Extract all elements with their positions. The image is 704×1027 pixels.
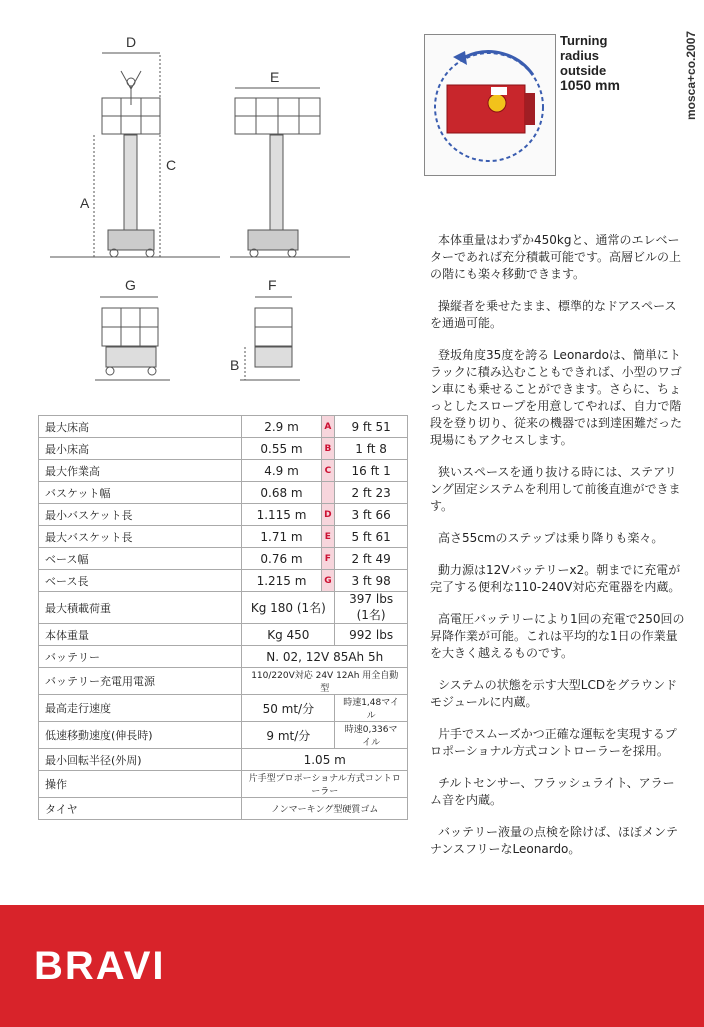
table-row (39, 570, 408, 592)
spec-imperial: 3 ft 98 (335, 570, 408, 592)
spec-imperial: 2 ft 23 (335, 482, 408, 504)
table-row (39, 416, 408, 438)
spec-letter: C (321, 460, 335, 482)
spec-label: 低速移動速度(伸長時) (39, 722, 242, 749)
spec-metric: 4.9 m (242, 460, 321, 482)
spec-metric: Kg 180 (1名) (242, 592, 335, 624)
turning-radius-caption (560, 33, 680, 93)
spec-imperial: 時速0,336マイル (335, 722, 408, 749)
spec-imperial: 16 ft 1 (335, 460, 408, 482)
desc-paragraph: 片手でスムーズかつ正確な運転を実現するプロポーショナル方式コントローラーを採用。 (430, 727, 677, 758)
table-row (39, 438, 408, 460)
bravi-logo (34, 944, 165, 989)
spec-letter (321, 482, 335, 504)
spec-label: バッテリー (39, 646, 242, 668)
svg-text:C: C (166, 157, 177, 173)
desc-paragraph: 高電圧バッテリーにより1回の充電で250回の昇降作業が可能。これは平均的な1日の作業量を大きく越えるものです。 (430, 612, 685, 660)
table-row (39, 526, 408, 548)
spec-imperial: 9 ft 51 (335, 416, 408, 438)
spec-label: 最小回転半径(外周) (39, 749, 242, 771)
spec-letter: A (321, 416, 335, 438)
spec-imperial: 992 lbs (335, 624, 408, 646)
spec-label: 最小バスケット長 (39, 504, 242, 526)
spec-value: 110/220V対応 24V 12Ah 用全自動型 (242, 668, 408, 695)
spec-label: 最大バスケット長 (39, 526, 242, 548)
spec-imperial: 2 ft 49 (335, 548, 408, 570)
spec-letter: F (321, 548, 335, 570)
spec-table (38, 415, 408, 820)
spec-value: 1.05 m (242, 749, 408, 771)
spec-label: 本体重量 (39, 624, 242, 646)
spec-imperial: 1 ft 8 (335, 438, 408, 460)
spec-value: ノンマーキング型硬質ゴム (242, 798, 408, 820)
table-row (39, 460, 408, 482)
spec-metric: 0.68 m (242, 482, 321, 504)
desc-paragraph: システムの状態を示す大型LCDをグラウンドモジュールに内蔵。 (430, 678, 678, 709)
spec-label: タイヤ (39, 798, 242, 820)
svg-text:D: D (126, 34, 137, 50)
table-row (39, 749, 408, 771)
spec-metric: 50 mt/分 (242, 695, 335, 722)
spec-imperial: 5 ft 61 (335, 526, 408, 548)
desc-paragraph: 狭いスペースを通り抜ける時には、ステアリング固定システムを利用して前後直進ができます。 (430, 465, 681, 513)
spec-label: 最高走行速度 (39, 695, 242, 722)
desc-paragraph: 操縦者を乗せたまま、標準的なドアスペースを通過可能。 (430, 299, 677, 330)
turning-radius-diagram (424, 34, 556, 176)
turning-line1: Turning (560, 33, 608, 48)
desc-paragraph: チルトセンサー、フラッシュライト、アラーム音を内蔵。 (430, 776, 675, 807)
table-row (39, 668, 408, 695)
spec-metric: 0.55 m (242, 438, 321, 460)
spec-metric: 1.115 m (242, 504, 321, 526)
turning-line2: radius (560, 48, 600, 63)
desc-paragraph: 本体重量はわずか450kgと、通常のエレベーターであれば充分積載可能です。高層ビルの上の階にも楽々移動できます。 (430, 233, 682, 281)
spec-label: ベース幅 (39, 548, 242, 570)
spec-label: 最大積載荷重 (39, 592, 242, 624)
spec-letter: B (321, 438, 335, 460)
spec-metric: 1.71 m (242, 526, 321, 548)
spec-letter: G (321, 570, 335, 592)
feature-description (430, 232, 685, 873)
desc-paragraph: 登坂角度35度を誇る Leonardoは、簡単にトラックに積み込むこともできれば、小型のワゴン車にも乗せることができます。さらに、ちょっとしたスロープを用意してやれば、自力で階段を登り切り、従来の機器では到達困難だった現場にもアクセスします。 (430, 348, 683, 447)
table-row (39, 722, 408, 749)
spec-label: 最小床高 (39, 438, 242, 460)
spec-label: バスケット幅 (39, 482, 242, 504)
spec-label: バッテリー充電用電源 (39, 668, 242, 695)
desc-paragraph: 高さ55cmのステップは乗り降りも楽々。 (438, 531, 664, 545)
spec-metric: 1.215 m (242, 570, 321, 592)
spec-value: N. 02, 12V 85Ah 5h (242, 646, 408, 668)
desc-paragraph: バッテリー液量の点検を除けば、ほぼメンテナンスフリーなLeonardo。 (430, 825, 679, 856)
spec-label: 最大作業高 (39, 460, 242, 482)
spec-label: ベース長 (39, 570, 242, 592)
desc-paragraph: 動力源は12Vバッテリーx2。朝までに充電が完了する便利な110-240V対応充電器を内蔵。 (430, 563, 681, 594)
table-row (39, 771, 408, 798)
table-row (39, 482, 408, 504)
spec-metric: 2.9 m (242, 416, 321, 438)
svg-text:E: E (270, 69, 280, 85)
svg-text:G: G (125, 277, 136, 293)
brand-vertical (680, 20, 704, 120)
spec-letter: D (321, 504, 335, 526)
spec-label: 操作 (39, 771, 242, 798)
machine-dimension-diagrams (30, 25, 390, 405)
spec-value: 片手型プロポーショナル方式コントローラー (242, 771, 408, 798)
spec-metric: 0.76 m (242, 548, 321, 570)
table-row (39, 646, 408, 668)
table-row (39, 624, 408, 646)
table-row (39, 695, 408, 722)
svg-text:A: A (80, 195, 90, 211)
logo-text: BRAVI (34, 944, 166, 988)
table-row (39, 592, 408, 624)
brand-text: mosca+co.2007 (684, 30, 698, 120)
svg-text:F: F (268, 277, 277, 293)
spec-metric: Kg 450 (242, 624, 335, 646)
svg-text:B: B (230, 357, 240, 373)
spec-imperial: 3 ft 66 (335, 504, 408, 526)
turning-value: 1050 mm (560, 77, 620, 93)
table-row (39, 798, 408, 820)
table-row (39, 504, 408, 526)
table-row (39, 548, 408, 570)
turning-line3: outside (560, 63, 607, 78)
spec-imperial: 時速1,48マイル (335, 695, 408, 722)
spec-metric: 9 mt/分 (242, 722, 335, 749)
spec-letter: E (321, 526, 335, 548)
spec-label: 最大床高 (39, 416, 242, 438)
spec-imperial: 397 lbs (1名) (335, 592, 408, 624)
